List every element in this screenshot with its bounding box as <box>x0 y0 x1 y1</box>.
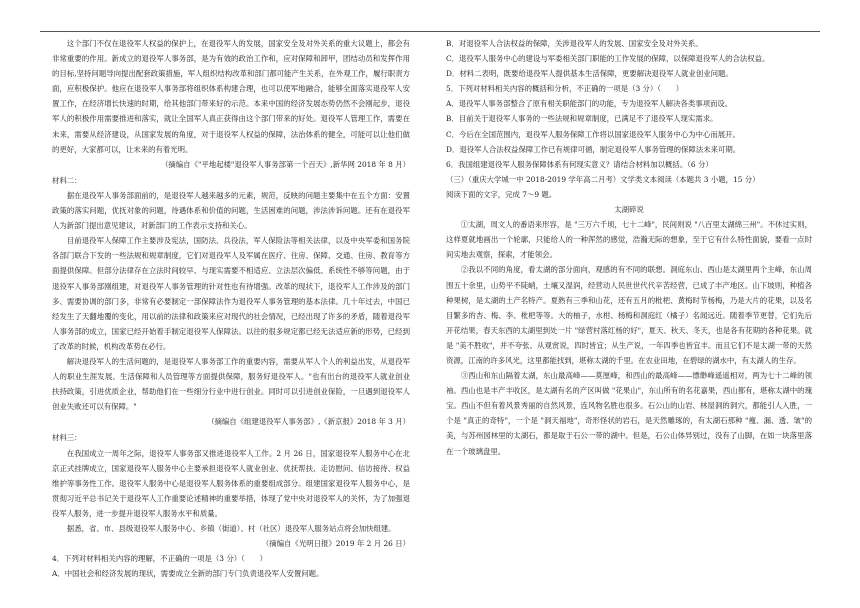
material-three-paragraph-2: 据悉，省、市、县级退役军人服务中心、乡镇（街道）、村（社区）退役军人服务站点将会加快组建。 <box>66 524 396 533</box>
question-6: 6．我国组建退役军人服务保障体系有何现实意义？请结合材料加以概括。（6 分） <box>446 159 713 169</box>
material-two-paragraph-2: 目前退役军人保障工作主要涉及宪法，国防法、兵役法，军人保险法等相关法律，以及中央军委和国务院各部门联合下发的一些法规和规章制度，它们对退役军人及军属在医疗、住房、保障、交通、住房、教育等方面提供保障。但部分法律存在立法时间较早、与现实需要不相适应、立法层次偏低、系统性不够等问题，由于退役军人事务部刚组建，对退役军人事务管理的针对性也有待增强。改革的现状下，退役军人工作涉及的部门多、需要协调的部门多，非常有必要制定一部保障法作为退役军人事务管理的基本法律。几十年过去，中国已经发生了天翻地覆的变化，用以前的法律和政策来应对现代的社会情况，已经出现了许多的矛盾，随着退役军人事务部的成立，国家已经开始着手制定退役军人保障法。以往的很多规定都已经无法适应新的形势，已经到了改革的时候，机构改革势在必行。 <box>52 236 410 351</box>
article-paragraph-1: ①太湖，周文人的番语来形容，是 "三万六千顷，七十二峰"，民间则说 "八百里太湖绵三州"。不休过实则，这样夏就地画出一个轮廓，只能给人的一种浑然的感觉，浩瀚无际的想象，至于它有什么特性面貌，要看一点时间实地去观察，探索，才能领会。 <box>446 220 812 260</box>
article-title: 太湖碎说 <box>614 205 644 215</box>
material-one-paragraph: 这个部门不仅在退役军人权益的保护上，在退役军人的发展，国家安全及对外关系的重大议题上，都会有非常重要的作用。新成立的退役军人事务部，是为有效的政治工作和，应对保障和卸甲，团结动员和发挥作用的目标,坚持问题导向提出配套政策措施，军人组织结构改革和部门都可能产生关系，在外观工作，履行职责方面，应积极保护。他应在退役军人事务部将组织体系构建合理，也可以使军地融合，能够全面落实退役军人安置工作，在经济增长快速的时期，给其他部门带来好的示范。本来中国的经济发展态势仍然不会刚起步，退役军人的积极作用需要推进和落实，就让全国军人真正获得由这个部门带来的好处。退役军人管理工作，需要在未来，需要从经济建设，从国家发展的角度，对于退役军人权益的保障，法治体系的健全，可能可以让他们做的更好，大家都可以，让未来的有着光明。 <box>52 39 410 154</box>
question-5-option-a: A．退役军人事务部整合了原有相关职能部门的功能，专为退役军人解决各类事项而设。 <box>446 99 733 109</box>
question-5-option-d: D．退役军人合法权益保障工作已有规律可循，制定退役军人事务管理的保障法未来可期。 <box>446 144 741 154</box>
question-5-option-c: C．今后在全国范围内，退役军人服务保障工作将以国家退役军人服务中心为中心而展开。 <box>446 129 740 139</box>
article-paragraph-2: ②我以不同的角度，看太湖的部分面向，观感的有不同的联想。洞庭东山、西山是太湖里两个主峰，东山周围五十余里，山势平不陡峭，土壤又湿润，经营动人民世世代代辛苦经营，已成了丰产地区。山下坡则，种植各种果树，是太湖的土产名特产。夏熟有三季和山花，还有五月的枇杷、黄梅时节杨梅，乃是大片的花果，以及名目繁多的杏、梅、李、枇杷等等。大的柚子，水柑、杨梅和洞庭红（橘子）名闻远近。随着季节更替，它们先后开花结果，春天东西的太湖里到处一片 "绿营村落红杨的好"，夏天、秋天、冬天，也是各有花期的各种花果。就是 "美不胜收"，并不夸张。从观赏说，四时皆宜；从生产说，一年四季也皆宜丰。而且它们不是太湖一带的天然资源，江南的许多风光，这里都能找到，堪称太湖的千里。在农业田地，在碧绿的湖水中，有太湖人的生存。 <box>446 265 812 365</box>
material-two-heading: 材料二： <box>52 175 82 185</box>
article-paragraph-3: ③西山和东山隔着太湖，东山最高峰——莫厘峰，和西山的最高峰——缥缈峰遥遥相对，两为七十二峰的领袖。西山也是丰产丰收区，是太湖有名的产区叫做 "花果山"，东山所有的名花嘉果，西山都有，堪称太湖中的瑰宝。西山不但有着风景秀丽的自然风景，连风物名胜也很多。石公山的山岩、林屋洞的洞穴，都能引人入胜，一个是 "真正的奇特"，一个是 "洞天福地"，奇形怪状的岩石，是天然雕琢的，有太湖石那种 "瘦、漏、透、皱"的美，与苏州园林里的太湖石，都是取于石公一带的湖中。但是，石公山体异别过，没有了山脚，在如一块落里落在一个玻璃盘里。 <box>446 371 812 456</box>
material-two-source: （摘编自《组建退役军人事务部》,《新京报》2018 年 3 月） <box>207 417 410 427</box>
material-three-heading: 材料三： <box>52 433 82 443</box>
left-column <box>52 36 410 581</box>
material-one-source: （摘编自《"平地起楼"退役军人事务部第一个百天》,新华网 2018 年 8 月） <box>161 159 410 169</box>
material-two-paragraph-1: 据在退役军人事务部面前的，是退役军人越来越多的元素，规范，反映的问题主要集中在五个方面：安置政策的落实问题，优抚对象的问题，待遇体系和价值的问题，生活困难的问题，涉法涉诉问题。还有在退役军人为新部门提出意见建议，对新部门的工作表示支持和关心。 <box>52 190 410 231</box>
question-4-option-c: C．退役军人服务中心的建设与军委相关部门职能的工作发展的保障，以保障退役军人的合法权益。 <box>446 54 770 64</box>
material-two-paragraph-3: 解决退役军人的生活问题的，是退役军人事务部工作的重要内容，需要从军人个人的利益出发，从退役军人的职业生涯发展、生活保障和人员管理等方面提供保障，服务好退役军人。"也有出台的退役军人就业创业扶持政策，引进优质企业，帮助他们在一些细分行业中进行创业。同时可以引进创业保险，一旦遇到退役军人创业失败还可以有保障。" <box>52 356 410 412</box>
question-5: 5．下列对材料相关内容的概括和分析，不正确的一项是（3 分）（ ） <box>446 84 684 94</box>
material-three-source: （摘编自《光明日报》2019 年 2 月 26 日） <box>261 539 410 549</box>
material-three-paragraph-1: 在我国成立一周年之际，退役军人事务部又推进退役军人工作。2 月 26 日，国家退役军人服务中心在北京正式挂牌成立，国家退役军人服务中心主要承担退役军人就业创业、优抚帮扶、走访慰问、信访接待、权益维护等事务性工作。退役军人服务中心是退役军人服务体系的重要组成部分。组建国家退役军人服务中心，是贯彻习近平总书记关于退役军人工作重要论述精神的重要举措，体现了党中央对退役军人的关怀，为了加强退役军人服务，进一步提升退役军人服务水平和质量。 <box>52 448 410 518</box>
right-column <box>446 36 812 459</box>
header-rule <box>40 31 820 32</box>
section-three-heading: （三）（重庆大学城一中 2018-2019 学年高二月考）文学类文本阅读（本题共 3 小题，15 分） <box>446 174 760 184</box>
question-4-option-a: A．中国社会和经济发展的现状，需要成立全新的部门专门负责退役军人安置问题。 <box>52 569 324 579</box>
reading-instruction: 阅读下面的文字，完成 7～9 题。 <box>446 189 557 199</box>
question-5-option-b: B．目前关于退役军人事务的一些法规和规章制度，已满足不了退役军人现实需求。 <box>446 114 718 124</box>
question-4-option-d: D．材料二表明，既要给退役军人提供基本生活保障，更要解决退役军人就业创业问题。 <box>446 69 733 79</box>
question-4: 4．下列对材料相关内容的理解，不正确的一项是（3 分）（ ） <box>52 554 267 564</box>
question-4-option-b: B．对退役军人合法权益的保障，关涉退役军人的发展、国家安全及对外关系。 <box>446 39 703 48</box>
